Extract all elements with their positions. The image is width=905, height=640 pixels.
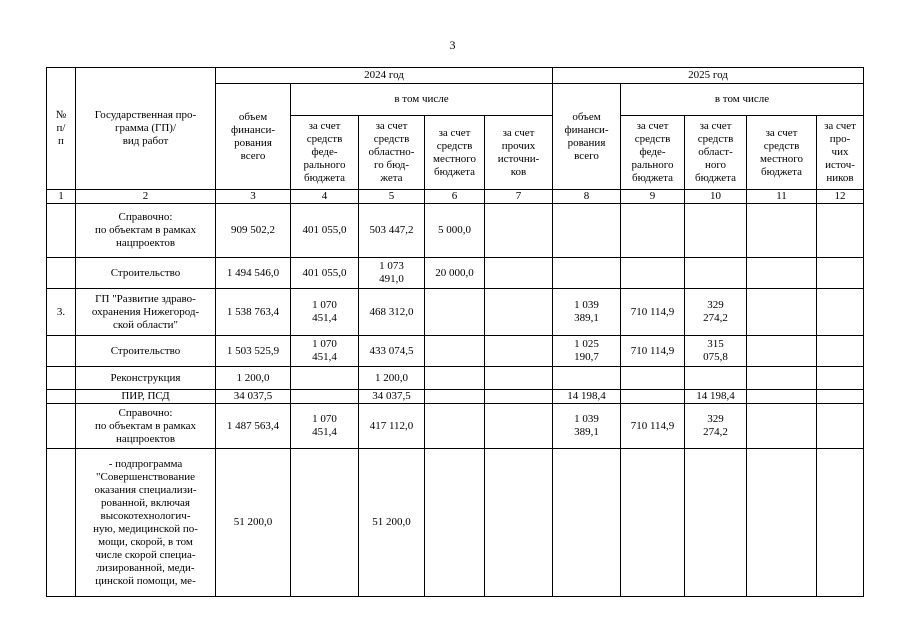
cell-c12: [817, 336, 864, 367]
cell-c6: [425, 404, 485, 449]
cell-c6: [425, 367, 485, 390]
col-number: 1: [47, 190, 76, 204]
row-name: ГП "Развитие здраво- охранения Нижегород- ской области": [76, 289, 216, 336]
cell-c6: [425, 390, 485, 404]
col-number: 6: [425, 190, 485, 204]
row-name: - подпрограмма "Совершенствование оказания специализи- рованной, включая высокотехнологич- ную, медицинской по- мощи, скорой, в том числе скорой специа- лизированной, меди- цинской помощи, ме-: [76, 449, 216, 597]
cell-c4: [291, 367, 359, 390]
table-row: [47, 289, 864, 336]
cell-c11: [747, 336, 817, 367]
cell-c8: [553, 449, 621, 597]
header-fed-2025: за счет средств феде- рального бюджета: [621, 116, 685, 190]
cell-c12: [817, 204, 864, 258]
row-name: Строительство: [76, 258, 216, 289]
cell-c4: [291, 390, 359, 404]
financing-table: [46, 67, 864, 597]
cell-c12: [817, 367, 864, 390]
col-number: 12: [817, 190, 864, 204]
cell-c5: 433 074,5: [359, 336, 425, 367]
cell-c5: 468 312,0: [359, 289, 425, 336]
cell-c11: [747, 449, 817, 597]
header-loc-2025: за счет средств местного бюджета: [747, 116, 817, 190]
row-number: [47, 258, 76, 289]
cell-c10: 14 198,4: [685, 390, 747, 404]
cell-c9: [621, 449, 685, 597]
col-number: 3: [216, 190, 291, 204]
col-number: 8: [553, 190, 621, 204]
row-number: [47, 367, 76, 390]
cell-c3: 51 200,0: [216, 449, 291, 597]
row-name: Справочно: по объектам в рамках нацпроектов: [76, 204, 216, 258]
header-oth-2024: за счет прочих источни- ков: [485, 116, 553, 190]
cell-c8: 14 198,4: [553, 390, 621, 404]
cell-c7: [485, 404, 553, 449]
cell-c5: 417 112,0: [359, 404, 425, 449]
page-number: 3: [449, 38, 456, 52]
cell-c3: 909 502,2: [216, 204, 291, 258]
cell-c11: [747, 258, 817, 289]
cell-c8: [553, 204, 621, 258]
table-row: [47, 336, 864, 367]
cell-c10: [685, 258, 747, 289]
header-oth-2025: за счет про- чих источ- ников: [817, 116, 864, 190]
cell-c5: 1 073 491,0: [359, 258, 425, 289]
cell-c8: [553, 367, 621, 390]
cell-c8: [553, 258, 621, 289]
header-year-2025: 2025 год: [553, 68, 864, 84]
header-fed-2024: за счет средств феде- рального бюджета: [291, 116, 359, 190]
cell-c4: 1 070 451,4: [291, 404, 359, 449]
cell-c7: [485, 204, 553, 258]
cell-c8: 1 025 190,7: [553, 336, 621, 367]
cell-c9: 710 114,9: [621, 289, 685, 336]
cell-c3: 1 503 525,9: [216, 336, 291, 367]
cell-c10: 329 274,2: [685, 289, 747, 336]
cell-c7: [485, 390, 553, 404]
header-reg-2024: за счет средств областно- го бюд- жета: [359, 116, 425, 190]
cell-c4: 1 070 451,4: [291, 289, 359, 336]
header-no: № п/ п: [47, 68, 76, 190]
table-row: [47, 258, 864, 289]
cell-c5: 503 447,2: [359, 204, 425, 258]
col-number: 9: [621, 190, 685, 204]
cell-c7: [485, 367, 553, 390]
header-reg-2025: за счет средств област- ного бюджета: [685, 116, 747, 190]
cell-c10: 315 075,8: [685, 336, 747, 367]
row-number: [47, 404, 76, 449]
header-loc-2024: за счет средств местного бюджета: [425, 116, 485, 190]
cell-c3: 1 538 763,4: [216, 289, 291, 336]
cell-c7: [485, 289, 553, 336]
cell-c9: [621, 390, 685, 404]
row-name: ПИР, ПСД: [76, 390, 216, 404]
cell-c5: 34 037,5: [359, 390, 425, 404]
cell-c11: [747, 204, 817, 258]
cell-c9: [621, 258, 685, 289]
row-number: 3.: [47, 289, 76, 336]
row-name: Реконструкция: [76, 367, 216, 390]
cell-c3: 1 487 563,4: [216, 404, 291, 449]
col-number: 10: [685, 190, 747, 204]
table-body: [47, 204, 864, 597]
col-number: 5: [359, 190, 425, 204]
cell-c11: [747, 367, 817, 390]
table-row: [47, 449, 864, 597]
column-number-row: [47, 190, 864, 204]
cell-c3: 34 037,5: [216, 390, 291, 404]
header-including-2024: в том числе: [291, 84, 553, 116]
cell-c12: [817, 449, 864, 597]
cell-c11: [747, 289, 817, 336]
row-number: [47, 449, 76, 597]
cell-c9: 710 114,9: [621, 404, 685, 449]
cell-c6: [425, 336, 485, 367]
cell-c4: 401 055,0: [291, 258, 359, 289]
table-row: [47, 367, 864, 390]
cell-c3: 1 200,0: [216, 367, 291, 390]
header-total-2024: объем финанси- рования всего: [216, 84, 291, 190]
col-number: 11: [747, 190, 817, 204]
row-name: Справочно: по объектам в рамках нацпроектов: [76, 404, 216, 449]
row-number: [47, 390, 76, 404]
cell-c12: [817, 390, 864, 404]
cell-c10: [685, 204, 747, 258]
cell-c12: [817, 258, 864, 289]
cell-c6: [425, 289, 485, 336]
col-number: 4: [291, 190, 359, 204]
cell-c9: 710 114,9: [621, 336, 685, 367]
cell-c5: 51 200,0: [359, 449, 425, 597]
cell-c3: 1 494 546,0: [216, 258, 291, 289]
cell-c6: 5 000,0: [425, 204, 485, 258]
table-row: [47, 404, 864, 449]
cell-c5: 1 200,0: [359, 367, 425, 390]
cell-c9: [621, 204, 685, 258]
cell-c4: 401 055,0: [291, 204, 359, 258]
cell-c8: 1 039 389,1: [553, 404, 621, 449]
cell-c12: [817, 289, 864, 336]
table-row: [47, 204, 864, 258]
cell-c9: [621, 367, 685, 390]
header-year-2024: 2024 год: [216, 68, 553, 84]
row-number: [47, 204, 76, 258]
header-including-2025: в том числе: [621, 84, 864, 116]
header-total-2025: объем финанси- рования всего: [553, 84, 621, 190]
cell-c8: 1 039 389,1: [553, 289, 621, 336]
cell-c12: [817, 404, 864, 449]
table-row: [47, 390, 864, 404]
cell-c7: [485, 258, 553, 289]
cell-c6: [425, 449, 485, 597]
cell-c10: 329 274,2: [685, 404, 747, 449]
cell-c6: 20 000,0: [425, 258, 485, 289]
cell-c4: [291, 449, 359, 597]
cell-c4: 1 070 451,4: [291, 336, 359, 367]
cell-c7: [485, 336, 553, 367]
col-number: 2: [76, 190, 216, 204]
header-program: Государственная про- грамма (ГП)/ вид работ: [76, 68, 216, 190]
cell-c10: [685, 449, 747, 597]
cell-c10: [685, 367, 747, 390]
cell-c7: [485, 449, 553, 597]
col-number: 7: [485, 190, 553, 204]
cell-c11: [747, 390, 817, 404]
cell-c11: [747, 404, 817, 449]
row-number: [47, 336, 76, 367]
row-name: Строительство: [76, 336, 216, 367]
